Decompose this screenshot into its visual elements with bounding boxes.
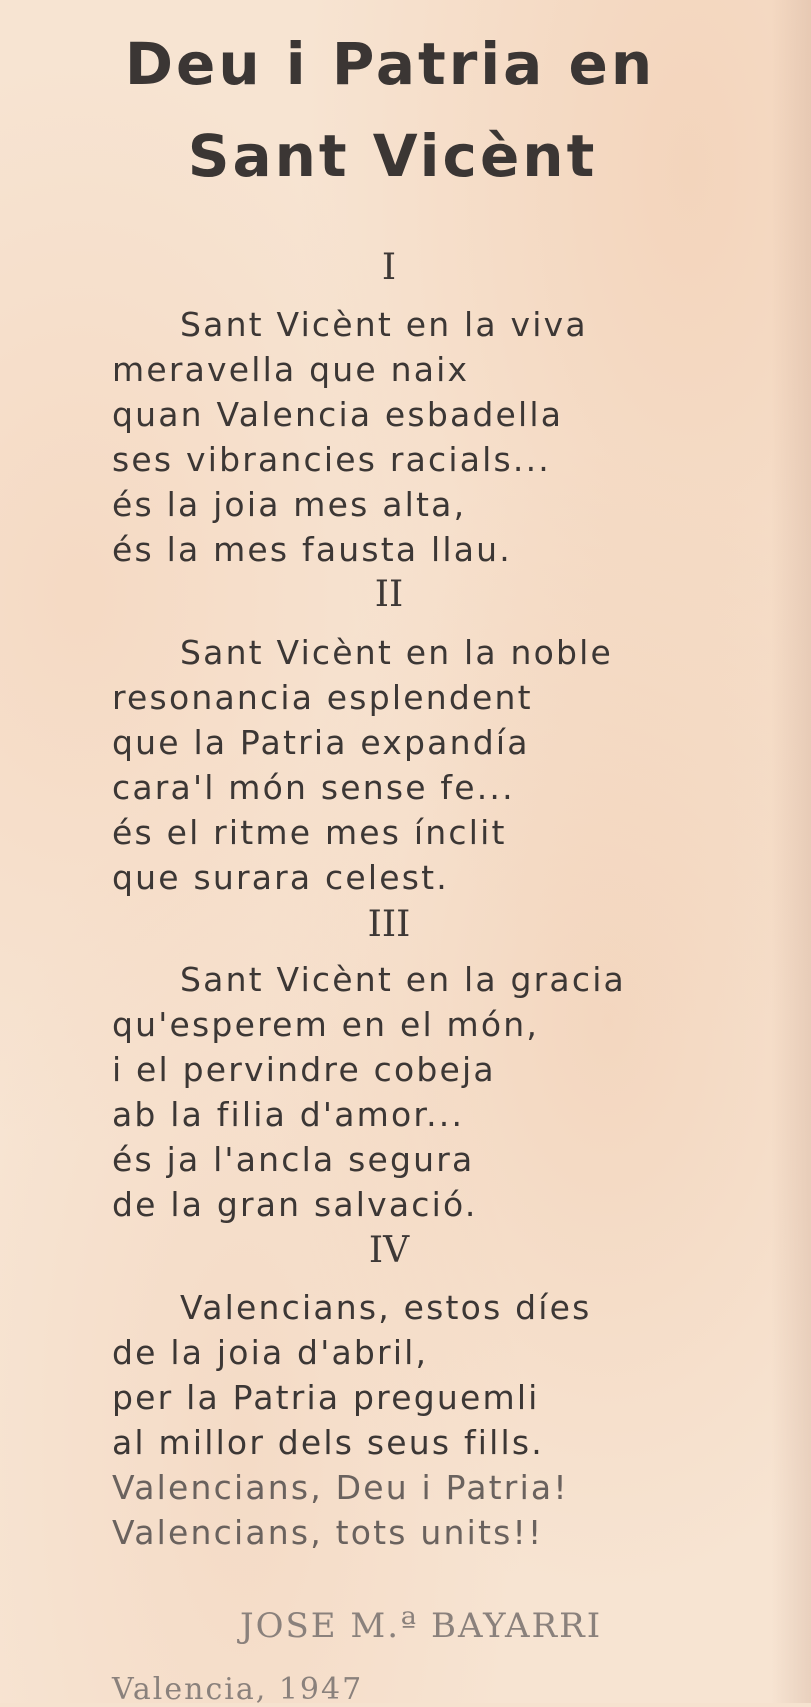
stanza-line: al millor dels seus fills. — [112, 1423, 544, 1462]
place-date: Valencia, 1947 — [112, 1672, 364, 1707]
stanza-line: per la Patria preguemli — [112, 1378, 540, 1417]
stanza-line: Valencians, tots units!! — [112, 1513, 544, 1552]
stanza-line: que la Patria expandía — [112, 723, 530, 762]
stanza-numeral-3: III — [367, 904, 411, 945]
stanza-line: Valencians, Deu i Patria! — [112, 1468, 569, 1507]
stanza-line: i el pervindre cobeja — [112, 1050, 496, 1089]
author-signature: JOSE M.ª BAYARRI — [240, 1606, 603, 1646]
stanza-1 — [112, 302, 792, 572]
stanza-line: meravella que naix — [112, 350, 470, 389]
stanza-line: és la joia mes alta, — [112, 485, 467, 524]
stanza-3 — [112, 957, 792, 1227]
stanza-numeral-1: I — [381, 247, 397, 288]
stanza-line: cara'l món sense fe... — [112, 768, 515, 807]
stanza-line: Sant Vicènt en la viva — [180, 305, 588, 344]
stanza-line: que surara celest. — [112, 858, 449, 897]
stanza-4 — [112, 1285, 792, 1555]
stanza-line: resonancia esplendent — [112, 678, 533, 717]
stanza-line: quan Valencia esbadella — [112, 395, 564, 434]
stanza-line: Sant Vicènt en la noble — [180, 633, 614, 672]
stanza-line: qu'esperem en el món, — [112, 1005, 540, 1044]
stanza-numeral-4: IV — [368, 1230, 410, 1271]
stanza-line: Valencians, estos díes — [180, 1288, 592, 1327]
stanza-numeral-2: II — [374, 574, 404, 615]
stanza-2 — [112, 630, 792, 900]
stanza-line: Sant Vicènt en la gracia — [180, 960, 626, 999]
stanza-line: ab la filia d'amor... — [112, 1095, 465, 1134]
stanza-line: de la joia d'abril, — [112, 1333, 429, 1372]
stanza-line: és ja l'ancla segura — [112, 1140, 475, 1179]
poem-title-line-1: Deu i Patria en — [124, 30, 656, 98]
poem-title-line-2: Sant Vicènt — [187, 122, 598, 190]
stanza-line: ses vibrancies racials... — [112, 440, 551, 479]
stanza-line: és la mes fausta llau. — [112, 530, 512, 569]
stanza-line: és el ritme mes ínclit — [112, 813, 507, 852]
stanza-line: de la gran salvació. — [112, 1185, 478, 1224]
